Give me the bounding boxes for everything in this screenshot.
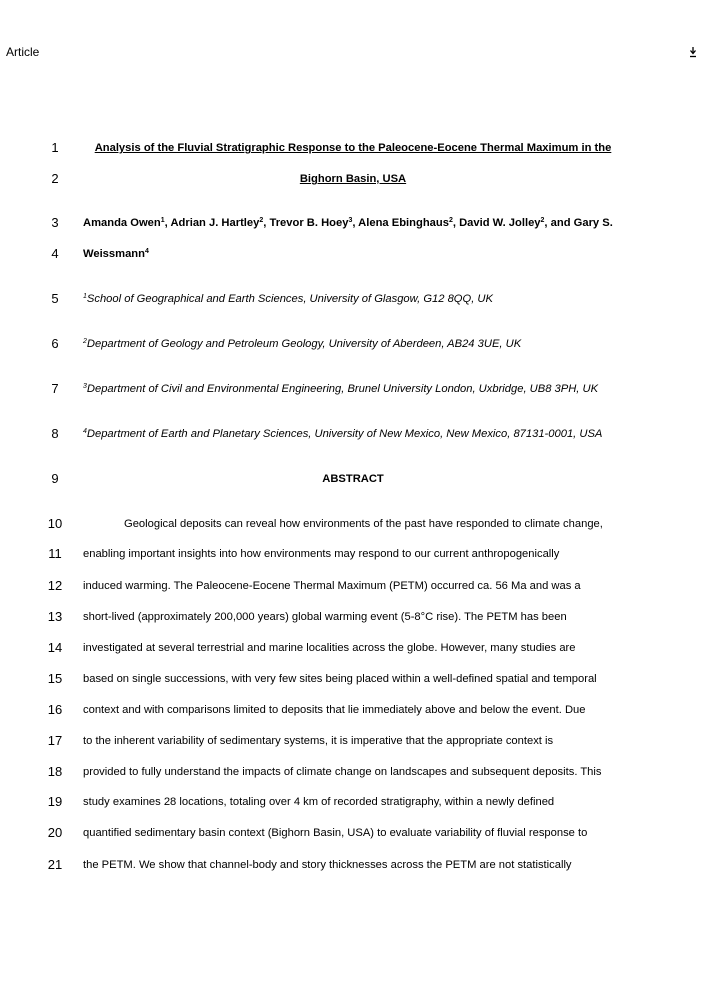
- line-4: [0, 244, 707, 264]
- affiliation-4: [83, 424, 602, 444]
- line-6: [0, 334, 707, 354]
- author-name: Gary S.: [573, 217, 613, 229]
- paper-title-line-1: Analysis of the Fluvial Stratigraphic Response to the Paleocene-Eocene Thermal Maximum in the: [94, 142, 612, 154]
- author-name: Adrian J. Hartley: [170, 217, 260, 229]
- abstract-heading: ABSTRACT: [322, 473, 384, 485]
- author-affiliation-marker: 4: [144, 248, 149, 255]
- article-label: Article: [6, 45, 40, 59]
- abstract-text: provided to fully understand the impacts of climate change on landscapes and subsequent deposits. This: [83, 766, 602, 778]
- affiliation-marker: 3: [83, 383, 87, 390]
- author-affiliation-marker: 1: [160, 217, 165, 224]
- line-number: 7: [51, 381, 59, 396]
- affiliation-2: [83, 334, 521, 354]
- line-number: 11: [48, 546, 62, 561]
- line-number: 10: [47, 516, 63, 531]
- author-separator: ,: [164, 217, 171, 229]
- line-11: [0, 544, 707, 564]
- line-14: [0, 638, 707, 658]
- paper-title-line-2: Bighorn Basin, USA: [299, 173, 407, 185]
- abstract-text: quantified sedimentary basin context (Bighorn Basin, USA) to evaluate variability of fluvial response to: [83, 827, 588, 839]
- affiliation-1: [83, 289, 493, 309]
- abstract-text: investigated at several terrestrial and marine localities across the globe. However, many studies are: [83, 642, 576, 654]
- line-8: [0, 424, 707, 444]
- abstract-text: study examines 28 locations, totaling over 4 km of recorded stratigraphy, within a newly defined: [83, 796, 555, 808]
- line-9: [0, 469, 707, 489]
- line-12: [0, 576, 707, 596]
- line-number: 2: [51, 171, 59, 186]
- affiliation-marker: 1: [83, 293, 87, 300]
- line-21: [0, 855, 707, 875]
- line-number: 20: [47, 825, 63, 840]
- affiliation-text: Department of Civil and Environmental Engineering, Brunel University London, Uxbridge, UB8 3PH, UK: [86, 383, 599, 395]
- affiliation-marker: 4: [83, 428, 87, 435]
- affiliation-3: [83, 379, 598, 399]
- download-icon[interactable]: [689, 46, 697, 58]
- abstract-text: enabling important insights into how environments may respond to our current anthropogenically: [83, 548, 560, 560]
- line-7: [0, 379, 707, 399]
- author-name: David W. Jolley: [459, 217, 541, 229]
- affiliation-marker: 2: [83, 338, 87, 345]
- author-name: Weissmann: [83, 248, 145, 260]
- affiliation-text: School of Geographical and Earth Sciences, University of Glasgow, G12 8QQ, UK: [86, 293, 493, 305]
- line-number: 18: [47, 764, 63, 779]
- line-number: 13: [47, 609, 63, 624]
- line-number: 15: [47, 671, 63, 686]
- line-number: 4: [51, 246, 59, 261]
- author-name: Alena Ebinghaus: [358, 217, 449, 229]
- abstract-text: context and with comparisons limited to deposits that lie immediately above and below the event. Due: [83, 704, 586, 716]
- line-number: 5: [51, 291, 59, 306]
- line-10: [0, 514, 707, 534]
- line-number: 1: [51, 140, 59, 155]
- abstract-text: based on single successions, with very few sites being placed within a well-defined spatial and temporal: [83, 673, 597, 685]
- line-number: 6: [51, 336, 59, 351]
- line-16: [0, 700, 707, 720]
- author-separator: ,: [452, 217, 460, 229]
- line-19: [0, 792, 707, 812]
- author-separator: ,: [352, 217, 359, 229]
- abstract-text: Geological deposits can reveal how environments of the past have responded to climate change,: [124, 518, 603, 530]
- author-name: Trevor B. Hoey: [269, 217, 349, 229]
- author-affiliation-marker: 2: [259, 217, 264, 224]
- author-list-line-1: [83, 213, 613, 233]
- line-20: [0, 823, 707, 843]
- affiliation-text: Department of Geology and Petroleum Geology, University of Aberdeen, AB24 3UE, UK: [86, 338, 522, 350]
- abstract-text: the PETM. We show that channel-body and story thicknesses across the PETM are not statistically: [83, 859, 572, 871]
- line-1: [0, 138, 707, 158]
- line-18: [0, 762, 707, 782]
- affiliation-text: Department of Earth and Planetary Sciences, University of New Mexico, New Mexico, 87131-0001, USA: [86, 428, 603, 440]
- line-number: 16: [47, 702, 63, 717]
- abstract-text: to the inherent variability of sedimentary systems, it is imperative that the appropriate context is: [83, 735, 554, 747]
- line-number: 21: [47, 857, 63, 872]
- line-number: 19: [47, 794, 63, 809]
- author-list-line-2: [83, 244, 149, 264]
- line-number: 14: [47, 640, 63, 655]
- line-number: 3: [51, 215, 59, 230]
- abstract-text: induced warming. The Paleocene-Eocene Thermal Maximum (PETM) occurred ca. 56 Ma and was a: [83, 580, 581, 592]
- line-number: 12: [47, 578, 63, 593]
- line-number: 17: [47, 733, 63, 748]
- author-affiliation-marker: 2: [448, 217, 453, 224]
- author-affiliation-marker: 3: [348, 217, 353, 224]
- abstract-text: short-lived (approximately 200,000 years) global warming event (5-8°C rise). The PETM has been: [83, 611, 567, 623]
- line-13: [0, 607, 707, 627]
- line-number: 8: [51, 426, 59, 441]
- line-3: [0, 213, 707, 233]
- line-2: [0, 169, 707, 189]
- line-15: [0, 669, 707, 689]
- line-number: 9: [51, 471, 59, 486]
- author-affiliation-marker: 2: [540, 217, 545, 224]
- author-separator: , and: [544, 217, 574, 229]
- author-name: Amanda Owen: [83, 217, 161, 229]
- line-17: [0, 731, 707, 751]
- line-5: [0, 289, 707, 309]
- author-separator: ,: [263, 217, 270, 229]
